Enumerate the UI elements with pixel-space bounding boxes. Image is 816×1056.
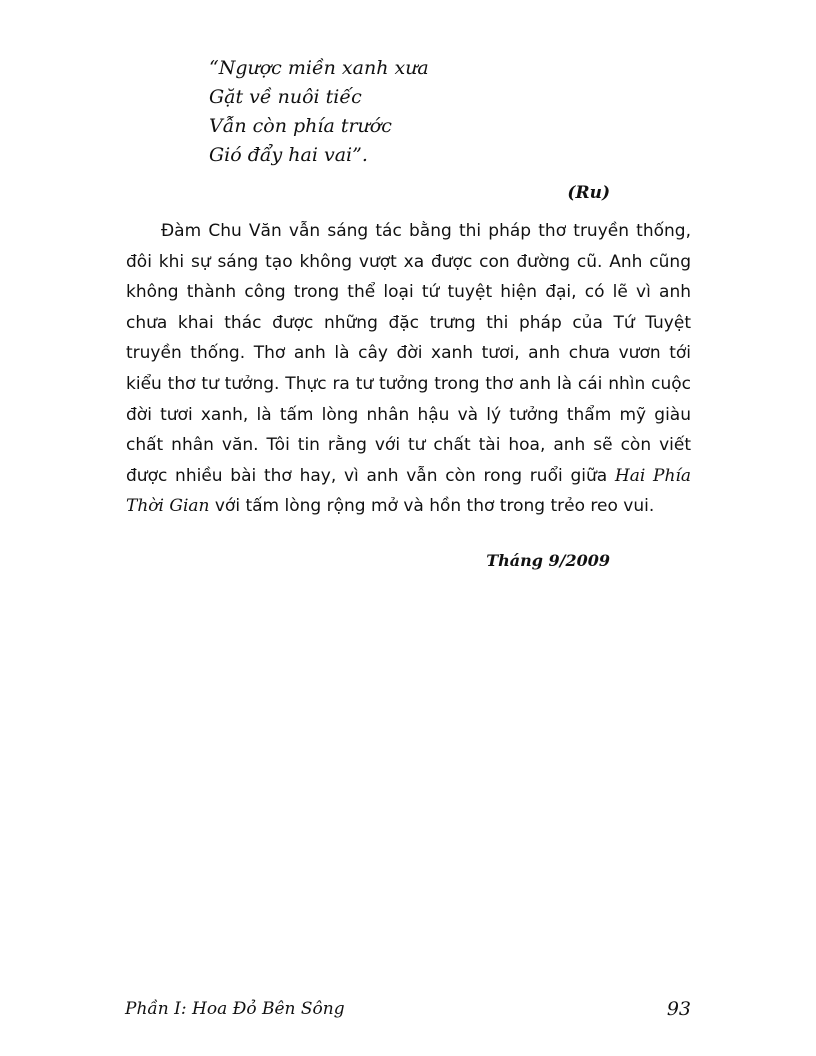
page-footer xyxy=(125,996,691,1022)
poem-line: Gặt về nuôi tiếc xyxy=(209,86,362,108)
book-title: Hai Phía Thời Gian xyxy=(126,465,691,517)
section-title: Phần I: Hoa Đỏ Bên Sông xyxy=(125,999,345,1019)
paragraph-text: Đàm Chu Văn vẫn sáng tác bằng thi pháp thơ truyền thống, đôi khi sự sáng tạo không vượt xa được con đường cũ. Anh cũng không thành công trong thể loại tứ tuyệt hiện đại, có lẽ vì anh chưa khai thác được những đặc trưng thi pháp của Tứ Tuyệt truyền thống. Thơ anh là cây đời xanh tươi, anh chưa vươn tới kiểu thơ tư tưởng. Thực ra tư tưởng trong thơ anh là cái nhìn cuộc đời tươi xanh, là tấm lòng nhân hậu và lý tưởng thẩm mỹ giàu chất nhân văn. Tôi tin rằng với tư chất tài hoa, anh sẽ còn viết được nhiều bài thơ hay, vì anh vẫn còn rong ruổi giữa xyxy=(126,221,691,486)
page-number: 93 xyxy=(666,998,691,1020)
body-paragraph xyxy=(126,216,691,522)
poem-attribution: (Ru) xyxy=(567,183,610,203)
paragraph-text-end: với tấm lòng rộng mở và hồn thơ trong trẻo reo vui. xyxy=(209,496,655,517)
poem-excerpt xyxy=(209,54,629,170)
poem-line: “Ngược miền xanh xưa xyxy=(209,57,429,79)
poem-line: Vẫn còn phía trước xyxy=(209,115,392,137)
date-signature: Tháng 9/2009 xyxy=(486,551,610,570)
poem-line: Gió đẩy hai vai”. xyxy=(209,144,368,166)
